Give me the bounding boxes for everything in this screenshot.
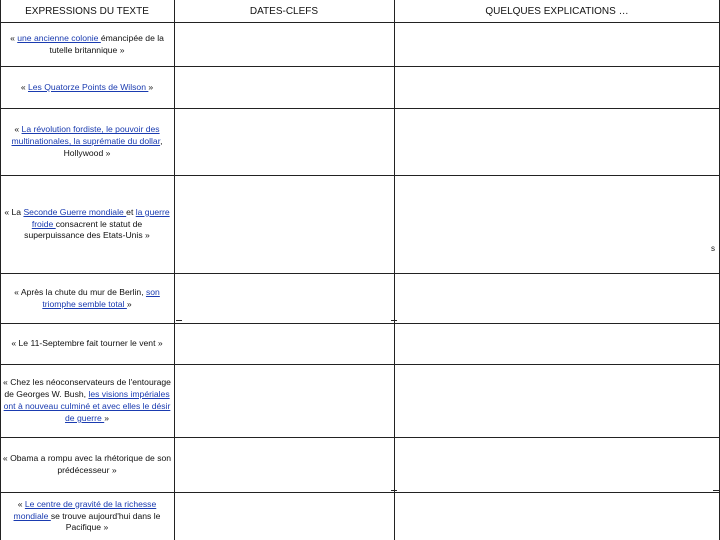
expression-text xyxy=(2,377,172,424)
column-border xyxy=(0,0,1,540)
key-expression: une ancienne colonie xyxy=(17,32,101,43)
expression-cell xyxy=(2,324,172,364)
expression-text xyxy=(11,338,162,350)
expression-fragment: « La xyxy=(4,206,24,217)
expression-fragment: « xyxy=(10,32,18,43)
expression-cell xyxy=(2,274,172,323)
expression-text xyxy=(2,124,172,159)
expression-cell xyxy=(2,67,172,108)
expression-cell xyxy=(2,365,172,437)
key-expression: la guerre froide xyxy=(31,206,170,229)
key-expression: La révolution fordiste, le pouvoir des multinationales, la suprématie du dollar xyxy=(11,124,161,147)
expression-fragment: émancipée de la tutelle britannique » xyxy=(49,32,164,55)
expression-cell xyxy=(2,438,172,492)
expression-text xyxy=(2,207,172,242)
expression-cell xyxy=(2,23,172,66)
expression-text xyxy=(2,33,172,57)
expression-fragment: » xyxy=(148,81,154,92)
expression-cell xyxy=(2,176,172,273)
expression-fragment: « xyxy=(14,124,22,135)
expression-fragment: « Obama a rompu avec la rhétorique de son prédécesseur » xyxy=(2,453,172,475)
expression-fragment: se trouve aujourd'hui dans le Pacifique » xyxy=(50,510,161,533)
expression-cell xyxy=(2,109,172,175)
key-expression: les visions impériales ont à nouveau culminé et avec elles le désir de guerre xyxy=(3,389,171,423)
expression-text xyxy=(2,287,172,311)
expression-fragment: « Chez les néoconservateurs de l'entourage de Georges W. Bush, xyxy=(3,377,171,400)
border-tick xyxy=(391,320,397,321)
key-expression: son triomphe semble total xyxy=(42,286,160,309)
key-expression: Seconde Guerre mondiale xyxy=(23,206,127,217)
expression-text xyxy=(2,499,172,534)
border-tick xyxy=(713,490,719,491)
header-explications: QUELQUES EXPLICATIONS … xyxy=(485,5,629,17)
expression-fragment: « Le 11-Septembre fait tourner le vent » xyxy=(11,338,163,349)
key-expression: Le centre de gravité de la richesse mondiale xyxy=(13,498,157,521)
expression-fragment: et xyxy=(126,206,136,217)
expression-fragment: « xyxy=(20,81,28,92)
expression-fragment: , Hollywood » xyxy=(63,136,163,158)
expression-fragment: « xyxy=(17,498,25,509)
expression-fragment: consacrent le statut de superpuissance des Etats-Unis » xyxy=(24,218,150,241)
expression-fragment: » xyxy=(104,412,109,423)
expression-text xyxy=(2,453,172,477)
expression-fragment: » xyxy=(126,298,132,309)
header-expressions: EXPRESSIONS DU TEXTE xyxy=(25,5,149,17)
column-border xyxy=(394,0,395,540)
column-border xyxy=(174,0,175,540)
expression-text xyxy=(21,82,153,94)
header-dates: DATES-CLEFS xyxy=(249,5,319,17)
expression-cell xyxy=(2,493,172,540)
stray-mark: s xyxy=(711,244,715,253)
key-expression: Les Quatorze Points de Wilson xyxy=(28,81,149,92)
border-tick xyxy=(391,490,397,491)
border-tick xyxy=(176,320,182,321)
expression-fragment: « Après la chute du mur de Berlin, xyxy=(14,286,146,297)
